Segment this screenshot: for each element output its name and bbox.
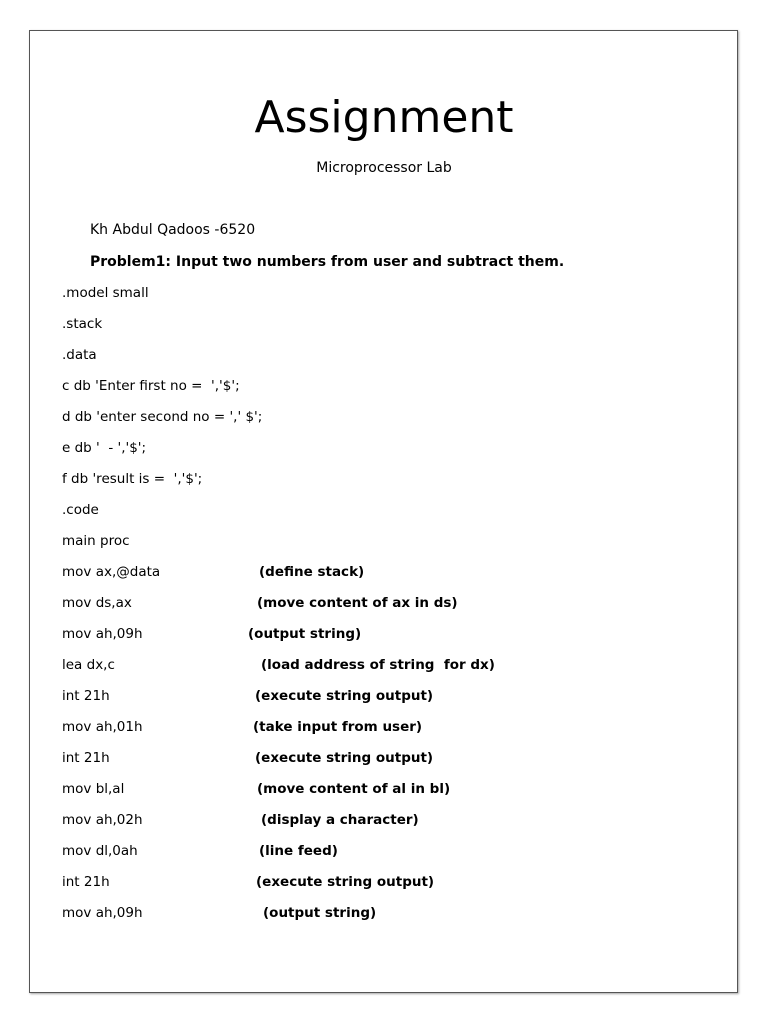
instruction-comment: (execute string output) [255, 750, 434, 766]
instruction-code: mov ah,01h [62, 719, 143, 735]
instruction-comment: (execute string output) [255, 688, 434, 704]
code-line: c db 'Enter first no = ','$'; [62, 378, 240, 394]
code-line: e db ' - ','$'; [62, 440, 147, 456]
code-line: f db 'result is = ','$'; [62, 471, 203, 487]
document-subtitle: Microprocessor Lab [316, 160, 452, 176]
instruction-comment: (display a character) [261, 812, 419, 828]
instruction-comment: (line feed) [259, 843, 338, 859]
code-line: main proc [62, 533, 130, 549]
instruction-code: mov ah,09h [62, 905, 143, 921]
instruction-code: int 21h [62, 688, 110, 704]
instruction-comment: (load address of string for dx) [261, 657, 495, 673]
code-line: .code [62, 502, 99, 518]
instruction-comment: (execute string output) [256, 874, 435, 890]
author-line: Kh Abdul Qadoos -6520 [90, 222, 256, 238]
instruction-code: int 21h [62, 874, 110, 890]
instruction-code: int 21h [62, 750, 110, 766]
instruction-comment: (move content of ax in ds) [257, 595, 458, 611]
instruction-code: lea dx,c [62, 657, 115, 673]
instruction-comment: (output string) [248, 626, 362, 642]
instruction-comment: (move content of al in bl) [257, 781, 451, 797]
instruction-code: mov ah,09h [62, 626, 143, 642]
instruction-comment: (take input from user) [253, 719, 423, 735]
code-line: .model small [62, 285, 149, 301]
instruction-code: mov dl,0ah [62, 843, 138, 859]
document-title: Assignment [254, 92, 514, 143]
instruction-comment: (define stack) [259, 564, 365, 580]
code-line: d db 'enter second no = ',' $'; [62, 409, 263, 425]
instruction-code: mov ax,@data [62, 564, 161, 580]
code-line: .stack [62, 316, 103, 332]
instruction-comment: (output string) [263, 905, 377, 921]
code-line: .data [62, 347, 97, 363]
problem-statement: Problem1: Input two numbers from user and subtract them. [90, 254, 565, 270]
instruction-code: mov bl,al [62, 781, 125, 797]
instruction-code: mov ds,ax [62, 595, 132, 611]
instruction-code: mov ah,02h [62, 812, 143, 828]
